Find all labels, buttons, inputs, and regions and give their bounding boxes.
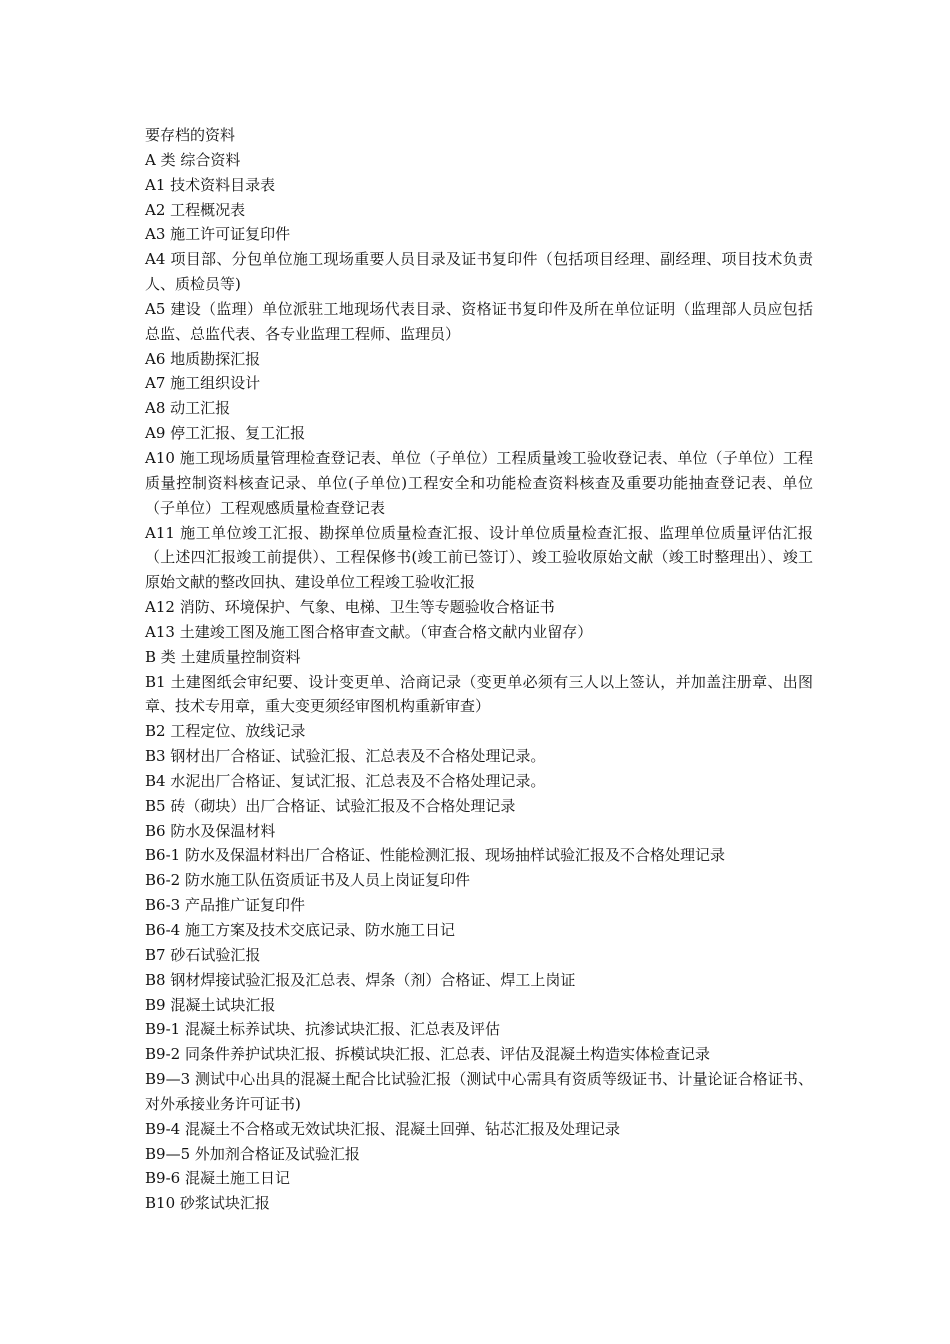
- doc-title: 要存档的资料: [145, 126, 236, 144]
- list-item-b9: B9 混凝土试块汇报: [145, 995, 276, 1014]
- list-item-b1: B1 土建图纸会审纪要、设计变更单、洽商记录（变更单必须有三人以上签认，并加盖注册章、出图章、技术专用章，重大变更须经审图机构重新审查）: [145, 672, 813, 716]
- list-item-a11: A11 施工单位竣工汇报、勘探单位质量检查汇报、设计单位质量检查汇报、监理单位质量评估汇报（上述四汇报竣工前提供）、工程保修书(竣工前已签订）、竣工验收原始文献（竣工时整理出）、竣工原始文献的整改回执、建设单位工程竣工验收汇报: [145, 523, 813, 592]
- list-item-a13: A13 土建竣工图及施工图合格审查文献。（审查合格文献内业留存）: [145, 622, 593, 641]
- list-item-b3: B3 钢材出厂合格证、试验汇报、汇总表及不合格处理记录。: [145, 747, 546, 766]
- list-item-b9-6: B9-6 混凝土施工日记: [145, 1169, 290, 1188]
- list-item-a1: A1 技术资料目录表: [145, 175, 276, 194]
- list-item-b6-3: B6-3 产品推广证复印件: [145, 896, 305, 915]
- list-item-a8: A8 动工汇报: [145, 399, 231, 418]
- section-heading-a: A 类 综合资料: [145, 150, 241, 169]
- list-item-b6-1: B6-1 防水及保温材料出厂合格证、性能检测汇报、现场抽样试验汇报及不合格处理记录: [145, 846, 725, 865]
- list-item-a3: A3 施工许可证复印件: [145, 225, 291, 244]
- list-item-a2: A2 工程概况表: [145, 200, 246, 219]
- list-item-a10: A10 施工现场质量管理检查登记表、单位（子单位）工程质量竣工验收登记表、单位（子单位）工程质量控制资料核查记录、单位(子单位)工程安全和功能检查资料核查及重要功能抽查登记表、单位（子单位）工程观感质量检查登记表: [145, 448, 813, 517]
- list-item-b9-1: B9-1 混凝土标养试块、抗渗试块汇报、汇总表及评估: [145, 1020, 500, 1039]
- list-item-b9-3: B9—3 测试中心出具的混凝土配合比试验汇报（测试中心需具有资质等级证书、计量论证合格证书、对外承接业务许可证书): [145, 1070, 813, 1113]
- list-item-a6: A6 地质勘探汇报: [145, 349, 261, 368]
- list-item-b6-4: B6-4 施工方案及技术交底记录、防水施工日记: [145, 921, 455, 939]
- list-item-b4: B4 水泥出厂合格证、复试汇报、汇总表及不合格处理记录。: [145, 771, 546, 790]
- list-item-a7: A7 施工组织设计: [145, 374, 261, 393]
- list-item-b8: B8 钢材焊接试验汇报及汇总表、焊条（剂）合格证、焊工上岗证: [145, 970, 576, 989]
- list-item-b9-2: B9-2 同条件养护试块汇报、拆模试块汇报、汇总表、评估及混凝土构造实体检查记录: [145, 1045, 710, 1064]
- list-item-a4: A4 项目部、分包单位施工现场重要人员目录及证书复印件（包括项目经理、副经理、项目技术负责人、质检员等): [145, 250, 813, 294]
- list-item-b2: B2 工程定位、放线记录: [145, 722, 306, 741]
- list-item-b6: B6 防水及保温材料: [145, 821, 276, 840]
- list-item-a9: A9 停工汇报、复工汇报: [145, 424, 306, 443]
- list-item-b5: B5 砖（砌块）出厂合格证、试验汇报及不合格处理记录: [145, 796, 516, 815]
- list-item-b7: B7 砂石试验汇报: [145, 945, 261, 964]
- list-item-b10: B10 砂浆试块汇报: [145, 1194, 270, 1213]
- list-item-b6-2: B6-2 防水施工队伍资质证书及人员上岗证复印件: [145, 871, 470, 890]
- list-item-b9-4: B9-4 混凝土不合格或无效试块汇报、混凝土回弹、钻芯汇报及处理记录: [145, 1119, 620, 1138]
- document-body: [145, 123, 813, 1216]
- section-heading-b: B 类 土建质量控制资料: [145, 647, 301, 666]
- list-item-a5: A5 建设（监理）单位派驻工地现场代表目录、资格证书复印件及所在单位证明（监理部人员应包括总监、总监代表、各专业监理工程师、监理员）: [145, 299, 813, 343]
- list-item-b9-5: B9—5 外加剂合格证及试验汇报: [145, 1144, 360, 1163]
- list-item-a12: A12 消防、环境保护、气象、电梯、卫生等专题验收合格证书: [145, 598, 555, 617]
